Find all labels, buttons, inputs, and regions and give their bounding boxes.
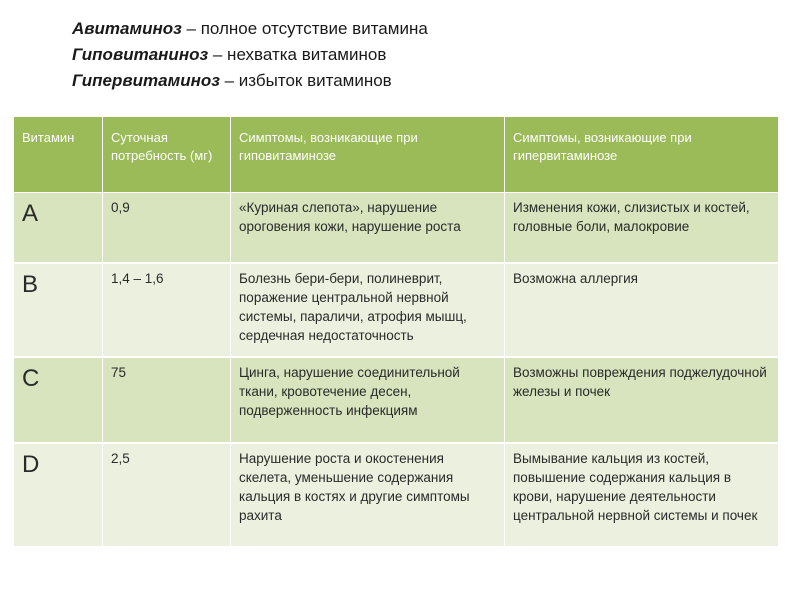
cell-vitamin: A	[14, 193, 103, 263]
definition-hypovitaminosis	[72, 42, 428, 68]
vitamins-table	[13, 116, 779, 548]
definition-text: – полное отсутствие витамина	[181, 19, 428, 38]
cell-daily-need: 2,5	[103, 443, 231, 547]
cell-hypo-symptoms: «Куриная слепота», нарушение ороговения кожи, нарушение роста	[231, 193, 505, 263]
cell-daily-need: 1,4 – 1,6	[103, 263, 231, 357]
cell-hypo-symptoms: Нарушение роста и окостенения скелета, уменьшение содержания кальция в костях и другие симптомы рахита	[231, 443, 505, 547]
header-vitamin: Витамин	[14, 117, 103, 193]
definitions-block	[72, 16, 428, 94]
header-hypo-symptoms: Симптомы, возникающие при гиповитаминозе	[231, 117, 505, 193]
cell-hyper-symptoms: Вымывание кальция из костей, повышение содержания кальция в крови, нарушение деятельности центральной нервной системы и почек	[505, 443, 779, 547]
cell-hyper-symptoms: Возможна аллергия	[505, 263, 779, 357]
definition-text: – избыток витаминов	[219, 71, 392, 90]
table-row	[14, 357, 779, 443]
definition-hypervitaminosis	[72, 68, 428, 94]
definition-avitaminosis	[72, 16, 428, 42]
definition-term: Гиповитаниноз	[72, 45, 209, 64]
cell-daily-need: 75	[103, 357, 231, 443]
definition-term: Гипервитаминоз	[72, 71, 220, 90]
cell-daily-need: 0,9	[103, 193, 231, 263]
cell-vitamin: D	[14, 443, 103, 547]
cell-vitamin: C	[14, 357, 103, 443]
cell-hyper-symptoms: Изменения кожи, слизистых и костей, головные боли, малокровие	[505, 193, 779, 263]
cell-hypo-symptoms: Болезнь бери-бери, полиневрит, поражение центральной нервной системы, параличи, атрофия мышц, сердечная недостаточность	[231, 263, 505, 357]
definition-term: Авитаминоз	[72, 19, 182, 38]
table-row	[14, 443, 779, 547]
cell-vitamin: B	[14, 263, 103, 357]
definition-text: – нехватка витаминов	[208, 45, 387, 64]
header-hyper-symptoms: Симптомы, возникающие при гипервитаминозе	[505, 117, 779, 193]
table-row	[14, 263, 779, 357]
header-daily-need: Суточная потребность (мг)	[103, 117, 231, 193]
cell-hyper-symptoms: Возможны повреждения поджелудочной железы и почек	[505, 357, 779, 443]
table-row	[14, 193, 779, 263]
table-header-row	[14, 117, 779, 193]
cell-hypo-symptoms: Цинга, нарушение соединительной ткани, кровотечение десен, подверженность инфекциям	[231, 357, 505, 443]
